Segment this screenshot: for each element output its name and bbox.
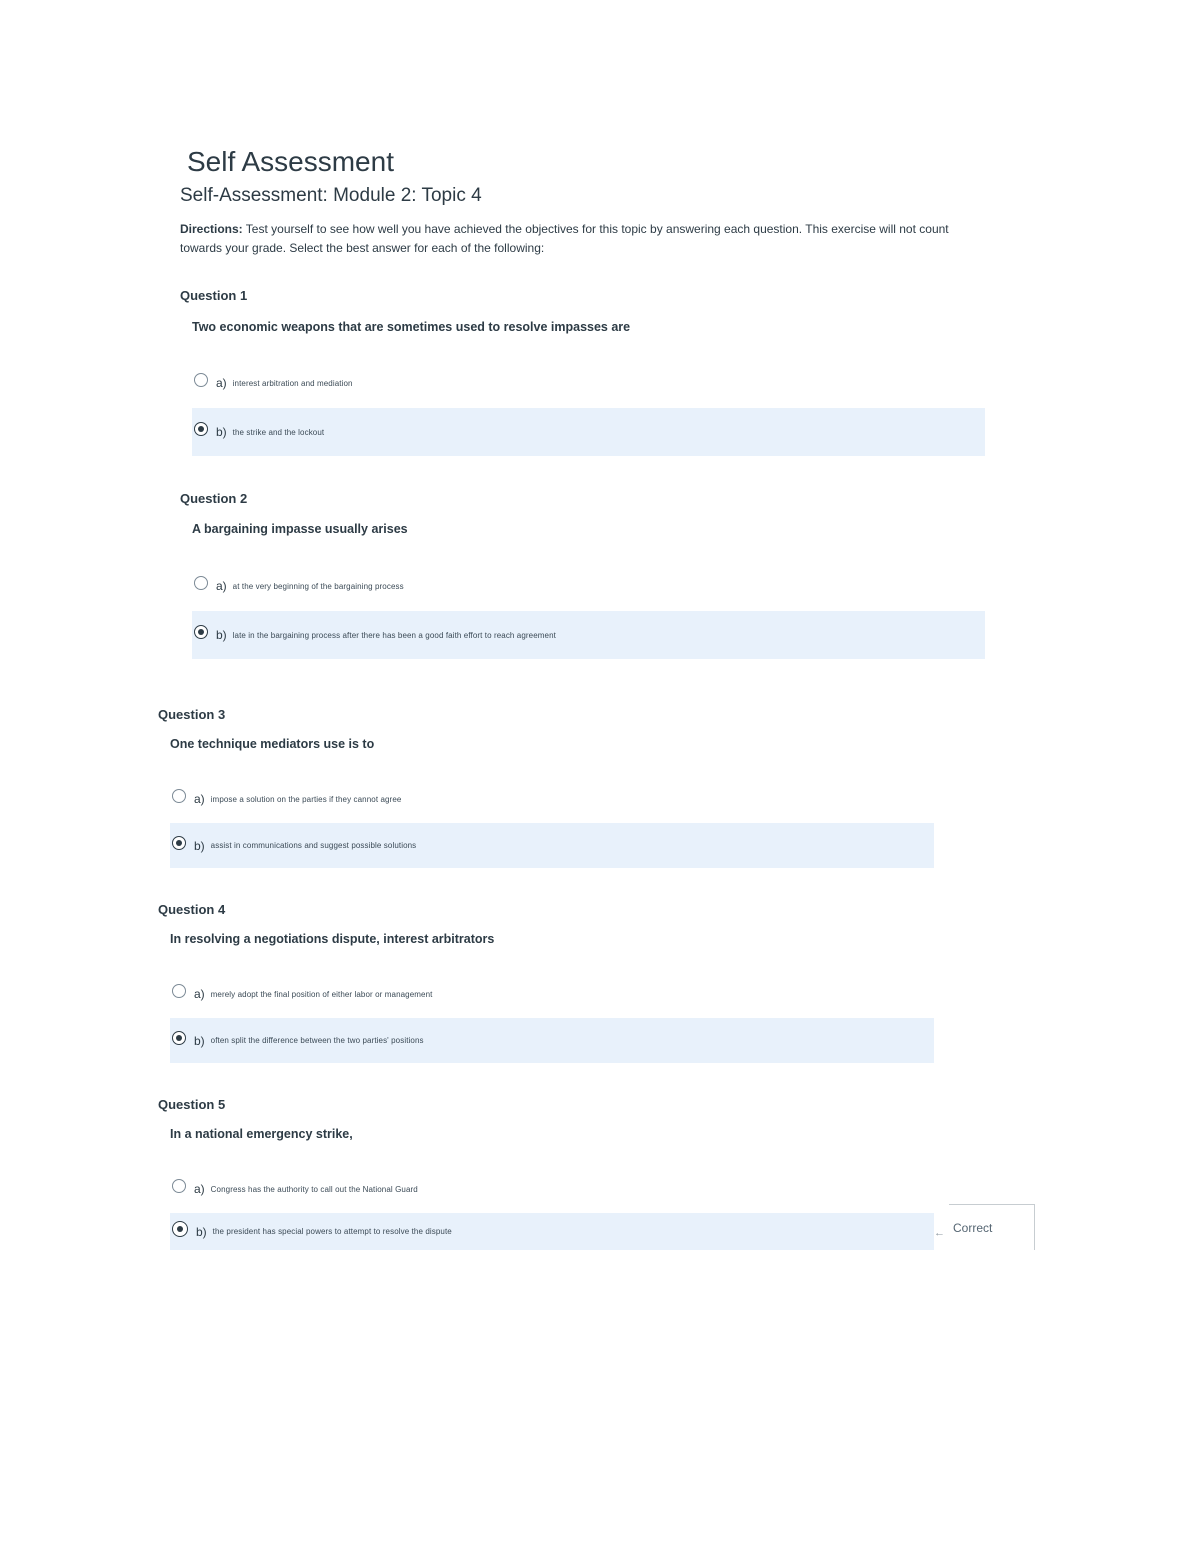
- question-4-option-a[interactable]: [170, 971, 934, 1017]
- option-letter: b): [196, 1224, 207, 1239]
- option-letter: b): [194, 1033, 205, 1048]
- radio-button[interactable]: [172, 1179, 186, 1193]
- question-5-option-a[interactable]: [170, 1166, 934, 1212]
- option-text: assist in communications and suggest possible solutions: [210, 841, 417, 850]
- question-4-option-b[interactable]: [170, 1018, 934, 1063]
- option-text: interest arbitration and mediation: [232, 378, 353, 388]
- option-letter: b): [216, 425, 227, 439]
- correct-label: Correct: [953, 1220, 993, 1235]
- radio-button-checked[interactable]: [172, 1221, 188, 1237]
- page-title: Self Assessment: [187, 146, 394, 177]
- question-5-text: In a national emergency strike,: [170, 1127, 353, 1141]
- page-subtitle: Self-Assessment: Module 2: Topic 4: [180, 185, 482, 206]
- correct-feedback-box: [949, 1204, 1035, 1250]
- radio-button[interactable]: [194, 576, 208, 590]
- question-4-text: In resolving a negotiations dispute, interest arbitrators: [170, 932, 495, 946]
- radio-button[interactable]: [172, 984, 186, 998]
- option-letter: a): [216, 579, 227, 593]
- option-text: late in the bargaining process after there has been a good faith effort to reach agreement: [232, 630, 556, 640]
- question-3-option-b[interactable]: [170, 823, 934, 868]
- question-3-label: Question 3: [158, 707, 226, 722]
- option-text: at the very beginning of the bargaining process: [232, 581, 404, 591]
- question-1-option-a[interactable]: [192, 360, 985, 406]
- option-text: Congress has the authority to call out the National Guard: [210, 1184, 418, 1194]
- radio-button-checked[interactable]: [194, 422, 208, 436]
- option-letter: a): [194, 792, 205, 806]
- question-2-label: Question 2: [180, 491, 248, 506]
- question-5-option-b[interactable]: [170, 1213, 934, 1250]
- question-4-label: Question 4: [158, 902, 226, 917]
- question-2-option-b[interactable]: [192, 611, 985, 659]
- option-text: impose a solution on the parties if they cannot agree: [210, 794, 402, 804]
- option-letter: b): [194, 838, 205, 853]
- radio-button-checked[interactable]: [194, 625, 208, 639]
- question-2-text: A bargaining impasse usually arises: [192, 522, 408, 536]
- question-1-text: Two economic weapons that are sometimes used to resolve impasses are: [192, 320, 631, 334]
- option-text: the strike and the lockout: [232, 427, 325, 437]
- question-3-option-a[interactable]: [170, 776, 934, 822]
- radio-button-checked[interactable]: [172, 1031, 186, 1045]
- question-1-label: Question 1: [180, 288, 248, 303]
- option-text: the president has special powers to attempt to resolve the dispute: [212, 1227, 452, 1236]
- option-letter: a): [194, 1182, 205, 1196]
- directions-label: Directions:: [180, 222, 243, 236]
- option-letter: a): [194, 987, 205, 1001]
- option-text: often split the difference between the two parties' positions: [210, 1036, 424, 1045]
- option-letter: b): [216, 628, 227, 642]
- radio-button-checked[interactable]: [172, 836, 186, 850]
- question-3-text: One technique mediators use is to: [170, 737, 375, 751]
- directions: [180, 220, 980, 258]
- directions-text: Test yourself to see how well you have achieved the objectives for this topic by answering each question. This exercise will not count towards your grade. Select the best answer for each of the following:: [180, 222, 949, 255]
- radio-button[interactable]: [194, 373, 208, 387]
- option-letter: a): [216, 376, 227, 390]
- question-2-option-a[interactable]: [192, 563, 985, 609]
- option-text: merely adopt the final position of either labor or management: [210, 989, 433, 999]
- radio-button[interactable]: [172, 789, 186, 803]
- question-5-label: Question 5: [158, 1097, 226, 1112]
- correct-arrow-icon: ←: [934, 1227, 945, 1239]
- question-1-option-b[interactable]: [192, 408, 985, 456]
